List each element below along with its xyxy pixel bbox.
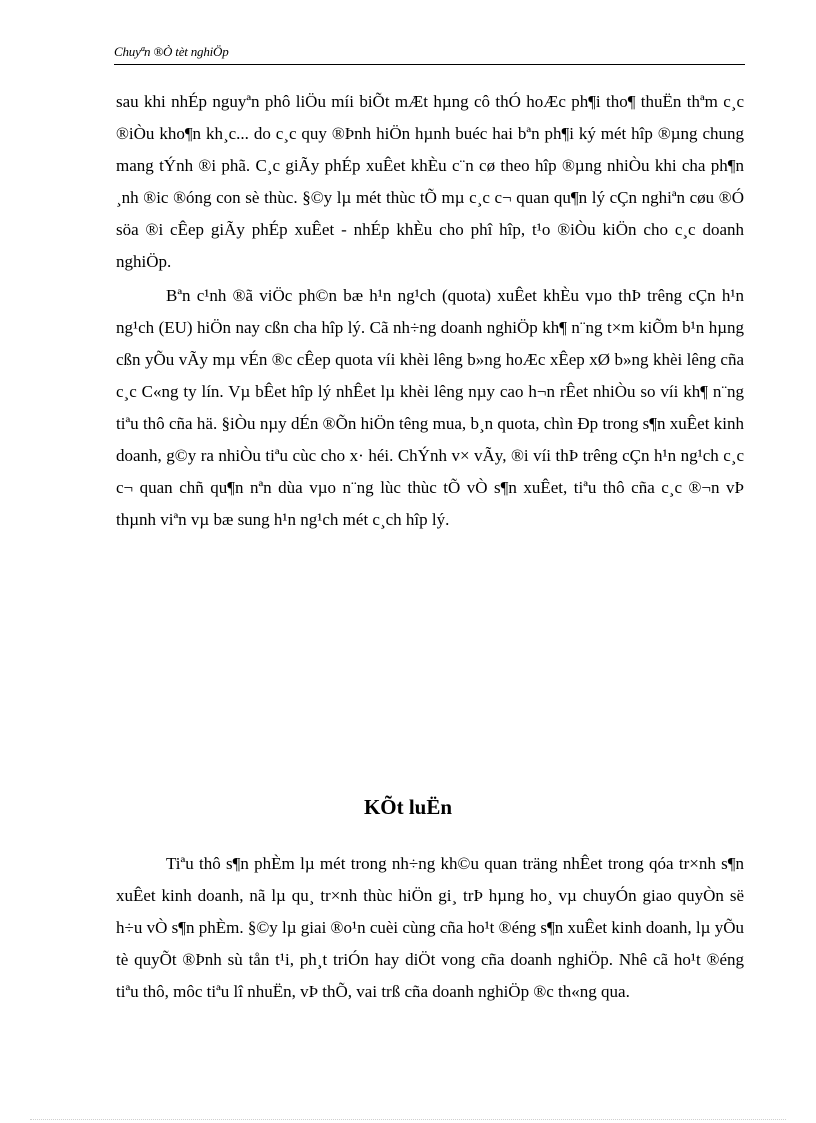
body-paragraph-1: sau khi nhÉp nguyªn phô liÖu míi biÕt mÆt hµng cô thÓ hoÆc ph¶i tho¶ thuËn thªm c¸c ®iÒu kho¶n kh¸c... do c¸c quy ®Þnh hiÖn hµnh buéc hai bªn ph¶i ký mét hîp ®µng chung mang tÝnh ®i phã. C¸c giÃy phÉp xuÊet khÈu c¨n cø theo hîp ®µng nhiÒu khi cha ph¶n ¸nh ®ic ®óng con sè thùc. §©y lµ mét thùc tÕ mµ c¸c c¬ quan qu¶n lý cÇn nghiªn cøu ®Ó söa ®i cÊep giÃy phÉp xuÊet - nhÉp khÈu cho phî hîp, t¹o ®iÒu kiÖn cho c¸c doanh nghiÖp. — [116, 92, 744, 271]
running-header: Chuyªn ®Ò tèt nghiÖp — [114, 44, 229, 59]
body-paragraph-2: Bªn c¹nh ®ã viÖc ph©n bæ h¹n ng¹ch (quota) xuÊet khÈu vµo thÞ trêng cÇn h¹n ng¹ch (EU) hiÖn nay cßn cha hîp lý. Cã nh÷ng doanh nghiÖp kh¶ n¨ng t×m kiÕm b¹n hµng cßn yÕu vÃy mµ vÉn ®c cÊep quota víi khèi lêng b»ng hoÆc xÊep xØ b»ng khèi lêng cña c¸c C«ng ty lín. Vµ bÊet hîp lý nhÊet lµ khèi lêng nµy cao h¬n rÊet nhiÒu so víi kh¶ n¨ng tiªu thô cña hä. §iÒu nµy dÉn ®Õn hiÖn têng mua, b¸n quota, chìn Ðp trong s¶n xuÊet kinh doanh, g©y ra nhiÒu tiªu cùc cho x· héi. ChÝnh v× vÃy, ®i víi thÞ trêng cÇn h¹n ng¹ch c¸c c¬ quan chñ qu¶n nªn dùa vµo n¨ng lùc thùc tÕ vÒ s¶n xuÊet, tiªu thô cña c¸c ®¬n vÞ thµnh viªn vµ bæ sung h¹n ng¹ch mét c¸ch hîp lý. — [116, 286, 744, 529]
conclusion-paragraph: Tiªu thô s¶n phÈm lµ mét trong nh÷ng kh©u quan träng nhÊet trong qóa tr×nh s¶n xuÊet kinh doanh, nã lµ qu¸ tr×nh thùc hiÖn gi¸ trÞ hµng ho¸ vµ chuyÓn giao quyÒn së h÷u vÒ s¶n phÈm. §©y lµ giai ®o¹n cuèi cùng cña ho¹t ®éng s¶n xuÊet kinh doanh, lµ yÕu tè quyÕt ®Þnh sù tån t¹i, ph¸t triÓn hay diÖt vong cña doanh nghiÖp. Nhê cã ho¹t ®éng tiªu thô, môc tiªu lî nhuËn, vÞ thÕ, vai trß cña doanh nghiÖp ®c th«ng qua. — [116, 854, 744, 1001]
footer-rule — [30, 1119, 786, 1120]
header-rule — [114, 64, 745, 65]
conclusion-title: KÕt luËn — [363, 795, 453, 819]
